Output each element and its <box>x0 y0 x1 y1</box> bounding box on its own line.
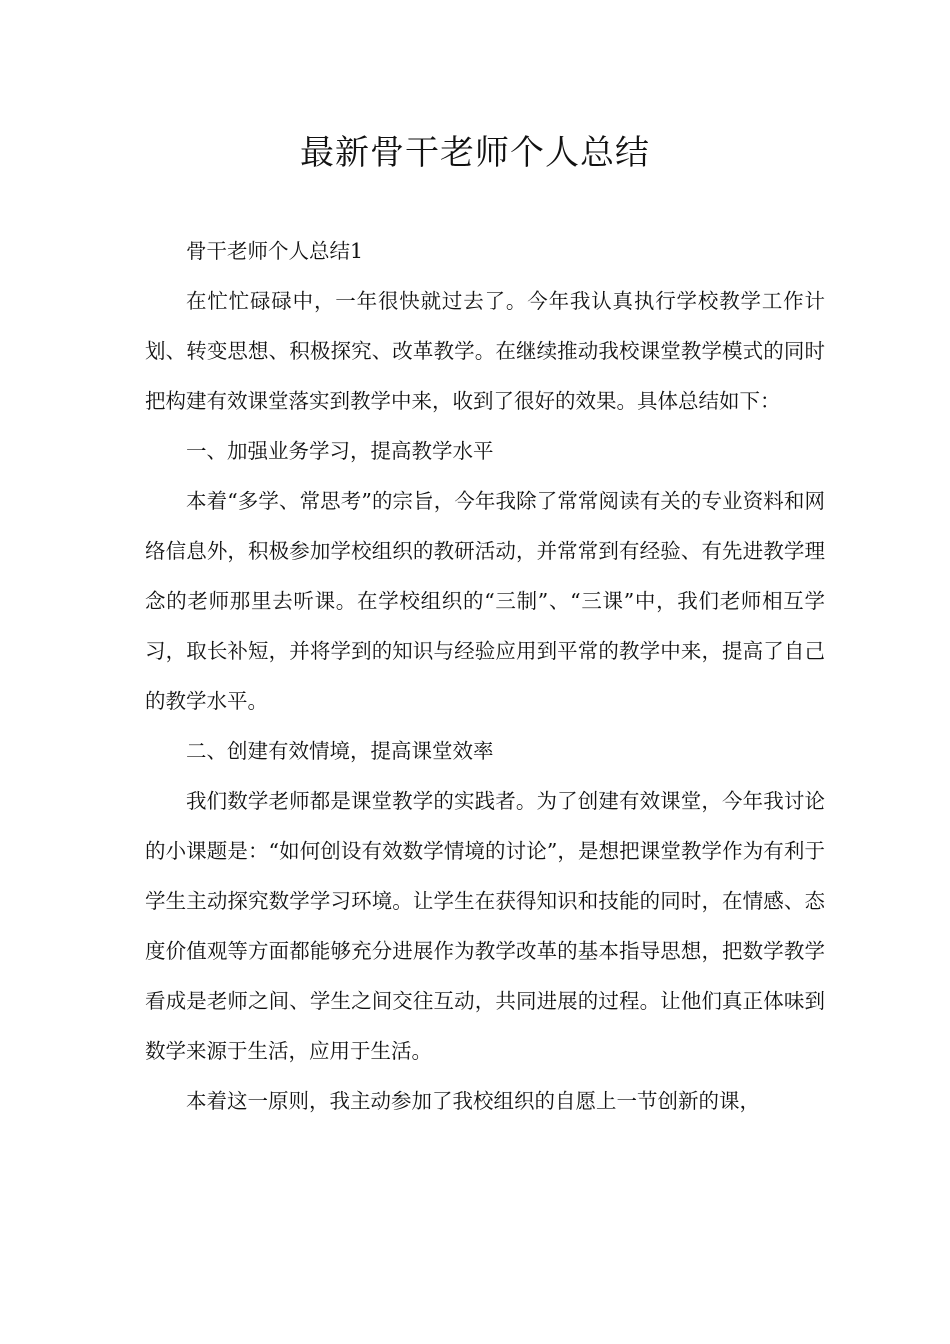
section-heading: 一、加强业务学习，提高教学水平 <box>186 439 494 463</box>
body-paragraph: 我们数学老师都是课堂教学的实践者。为了创建有效课堂，今年我讨论的小课题是：“如何创设有效数学情境的讨论”，是想把课堂教学作为有利于学生主动探究数学学习环境。让学生在获得知识和技能的同时，在情感、态度价值观等方面都能够充分进展作为教学改革的基本指导思想，把数学教学看成是老师之间、学生之间交往互动，共同进展的过程。让他们真正体味到数学来源于生活，应用于生活。 <box>145 789 825 1063</box>
body-paragraph: 在忙忙碌碌中，一年很快就过去了。今年我认真执行学校教学工作计划、转变思想、积极探究、改革教学。在继续推动我校课堂教学模式的同时把构建有效课堂落实到教学中来，收到了很好的效果。具体总结如下： <box>145 289 825 413</box>
section-heading: 二、创建有效情境，提高课堂效率 <box>186 739 494 763</box>
document-title: 最新骨干老师个人总结 <box>300 133 650 173</box>
body-paragraph: 本着“多学、常思考”的宗旨，今年我除了常常阅读有关的专业资料和网络信息外，积极参加学校组织的教研活动，并常常到有经验、有先进教学理念的老师那里去听课。在学校组织的“三制”、“三课”中，我们老师相互学习，取长补短，并将学到的知识与经验应用到平常的教学中来，提高了自己的教学水平。 <box>145 489 825 713</box>
section-heading: 骨干老师个人总结1 <box>186 239 364 263</box>
document-body <box>145 226 825 1126</box>
body-paragraph: 本着这一原则，我主动参加了我校组织的自愿上一节创新的课， <box>186 1089 760 1113</box>
